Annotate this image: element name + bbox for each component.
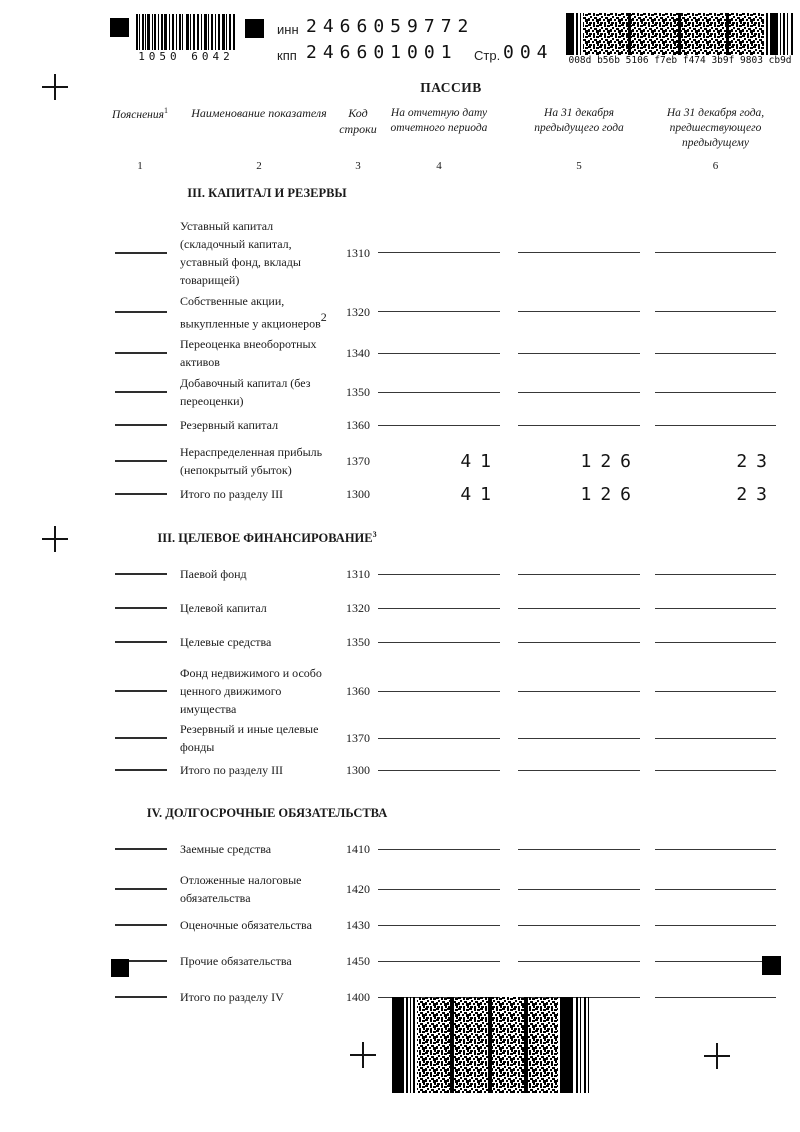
row-code: 1300 [346,763,370,778]
explanation-line [115,924,167,926]
corner-square-top-left [110,18,129,37]
cell-value: 23 [736,450,776,472]
explanation-line [115,737,167,739]
row-code: 1370 [346,731,370,746]
section-title: III. КАПИТАЛ И РЕЗЕРВЫ [187,185,347,200]
table-header-row [100,106,776,151]
cell-value: 41 [460,483,500,505]
value-line [518,311,640,312]
stamp-hex-caption: 008d b56b 5106 f7eb f474 3b9f 9803 cb9d [568,55,792,66]
row-label: Фонд недвижимого и особо ценного движимого имущества [180,666,322,717]
value-line [378,738,500,739]
row-code: 1430 [346,918,370,933]
explanation-line [115,391,167,393]
value-line [518,961,640,962]
section-capital-reserves [100,186,776,506]
row-code: 1360 [346,418,370,433]
value-line [518,252,640,253]
table-row [100,630,776,654]
value-line [655,642,776,643]
table-row [100,443,776,479]
row-label: Итого по разделу III [180,763,284,778]
kpp-value: 246601001 [306,42,458,63]
value-line [378,353,500,354]
row-code: 1370 [346,454,370,469]
explanation-line [115,769,167,771]
value-line [378,642,500,643]
value-line [378,849,500,850]
explanation-line [115,493,167,495]
value-line [518,889,640,890]
section-target-financing [100,530,776,782]
row-label: Целевые средства [180,635,272,650]
form-code-barcode [136,14,236,50]
value-line [518,642,640,643]
value-line [518,925,640,926]
value-line [518,392,640,393]
value-line [655,574,776,575]
section-title: III. ЦЕЛЕВОЕ ФИНАНСИРОВАНИЕ$^3$ [157,530,377,546]
table-row [100,335,776,371]
explanation-line [115,252,167,254]
row-code: 1450 [346,954,370,969]
inn-value: 2466059772 [306,16,475,37]
value-line [655,849,776,850]
col-header-explanations: Пояснения$^1$ [112,106,168,121]
registration-plus-left-top [41,73,69,101]
row-label: Резервный капитал [180,418,279,433]
table-row [100,720,776,756]
value-line [518,770,640,771]
table-row [100,837,776,861]
row-code: 1400 [346,990,370,1005]
explanation-line [115,607,167,609]
bottom-2d-barcode [392,997,592,1093]
row-label: Итого по разделу IV [180,990,284,1005]
value-line [655,925,776,926]
row-code: 1350 [346,635,370,650]
row-code: 1340 [346,346,370,361]
registration-plus-bottom-right [703,1042,731,1070]
page-label: Стр. [474,48,501,63]
corner-square-bottom-right [762,956,781,975]
row-label: Собственные акции, выкупленные у акционеров$^2$ [180,293,327,331]
value-line [655,738,776,739]
value-line [378,608,500,609]
section-long-term-liabilities [100,806,776,1009]
value-line [378,425,500,426]
row-code: 1320 [346,304,370,319]
value-line [655,608,776,609]
row-label: Переоценка внеоборотных активов [180,337,317,370]
explanation-line [115,996,167,998]
kpp-label: кпп [277,48,297,63]
inn-label: инн [277,22,299,37]
cell-value: 23 [736,483,776,505]
value-line [378,252,500,253]
table-row [100,482,776,506]
liabilities-table [100,80,776,1019]
value-line [655,425,776,426]
cell-value: 126 [580,483,640,505]
row-code: 1360 [346,684,370,699]
explanation-line [115,460,167,462]
row-label: Паевой фонд [180,567,247,582]
value-line [518,849,640,850]
section-title: IV. ДОЛГОСРОЧНЫЕ ОБЯЗАТЕЛЬСТВА [146,806,388,821]
value-line [655,691,776,692]
value-line [378,889,500,890]
value-line [655,252,776,253]
explanation-line [115,352,167,354]
table-row [100,949,776,973]
stamp-2d-barcode [566,13,794,55]
table-row [100,413,776,437]
explanation-line [115,888,167,890]
table-row [100,871,776,907]
value-line [518,608,640,609]
registration-plus-left-middle [41,525,69,553]
corner-square-top-left-2 [245,19,264,38]
value-line [655,770,776,771]
value-line [378,311,500,312]
row-code: 1300 [346,487,370,502]
col-header-prev-year: На 31 декабря предыдущего года [534,107,624,134]
explanation-line [115,848,167,850]
row-code: 1320 [346,601,370,616]
row-label: Нераспределенная прибыль (непокрытый убыток) [180,445,323,478]
row-code: 1420 [346,882,370,897]
value-line [655,392,776,393]
table-title: ПАССИВ [420,80,482,95]
value-line [518,574,640,575]
col-header-report-date: На отчетную дату отчетного периода [390,107,488,134]
row-label: Добавочный капитал (без переоценки) [180,376,311,409]
table-row [100,292,776,332]
value-line [655,889,776,890]
value-line [655,997,776,998]
value-line [378,925,500,926]
table-row [100,374,776,410]
table-row [100,562,776,586]
value-line [655,311,776,312]
row-label: Заемные средства [180,842,272,857]
value-line [378,691,500,692]
cell-value: 126 [580,450,640,472]
registration-plus-bottom-left [349,1041,377,1069]
row-code: 1410 [346,842,370,857]
page-number: 004 [503,42,554,63]
col-header-indicator-name: Наименование показателя [191,106,327,120]
table-row [100,596,776,620]
value-line [518,691,640,692]
explanation-line [115,311,167,313]
explanation-line [115,424,167,426]
explanation-line [115,641,167,643]
corner-square-bottom-left [111,959,129,977]
row-label: Уставный капитал (складочный капитал, уставный фонд, вклады товарищей) [180,218,301,287]
column-numbers-row: 1 2 3 4 5 6 [137,159,719,172]
cell-value: 41 [460,450,500,472]
row-code: 1310 [346,245,370,260]
value-line [518,738,640,739]
table-row [100,217,776,289]
row-label: Прочие обязательства [180,954,292,969]
col-header-line-code: Код строки [339,106,377,136]
row-label: Резервный и иные целевые фонды [180,722,319,755]
row-label: Итого по разделу III [180,487,284,502]
table-row [100,913,776,937]
table-row [100,664,776,718]
form-code-digits: 1050 6042 [138,50,234,63]
row-code: 1310 [346,567,370,582]
value-line [378,574,500,575]
value-line [655,961,776,962]
row-label: Оценочные обязательства [180,918,312,933]
table-row [100,758,776,782]
value-line [378,770,500,771]
value-line [378,961,500,962]
row-code: 1350 [346,385,370,400]
explanation-line [115,690,167,692]
row-label: Целевой капитал [180,601,267,616]
col-header-year-before-prev: На 31 декабря года, предшествующего предыдущему [666,107,765,149]
value-line [518,425,640,426]
value-line [518,353,640,354]
row-label: Отложенные налоговые обязательства [180,873,302,906]
explanation-line [115,573,167,575]
value-line [655,353,776,354]
value-line [378,392,500,393]
